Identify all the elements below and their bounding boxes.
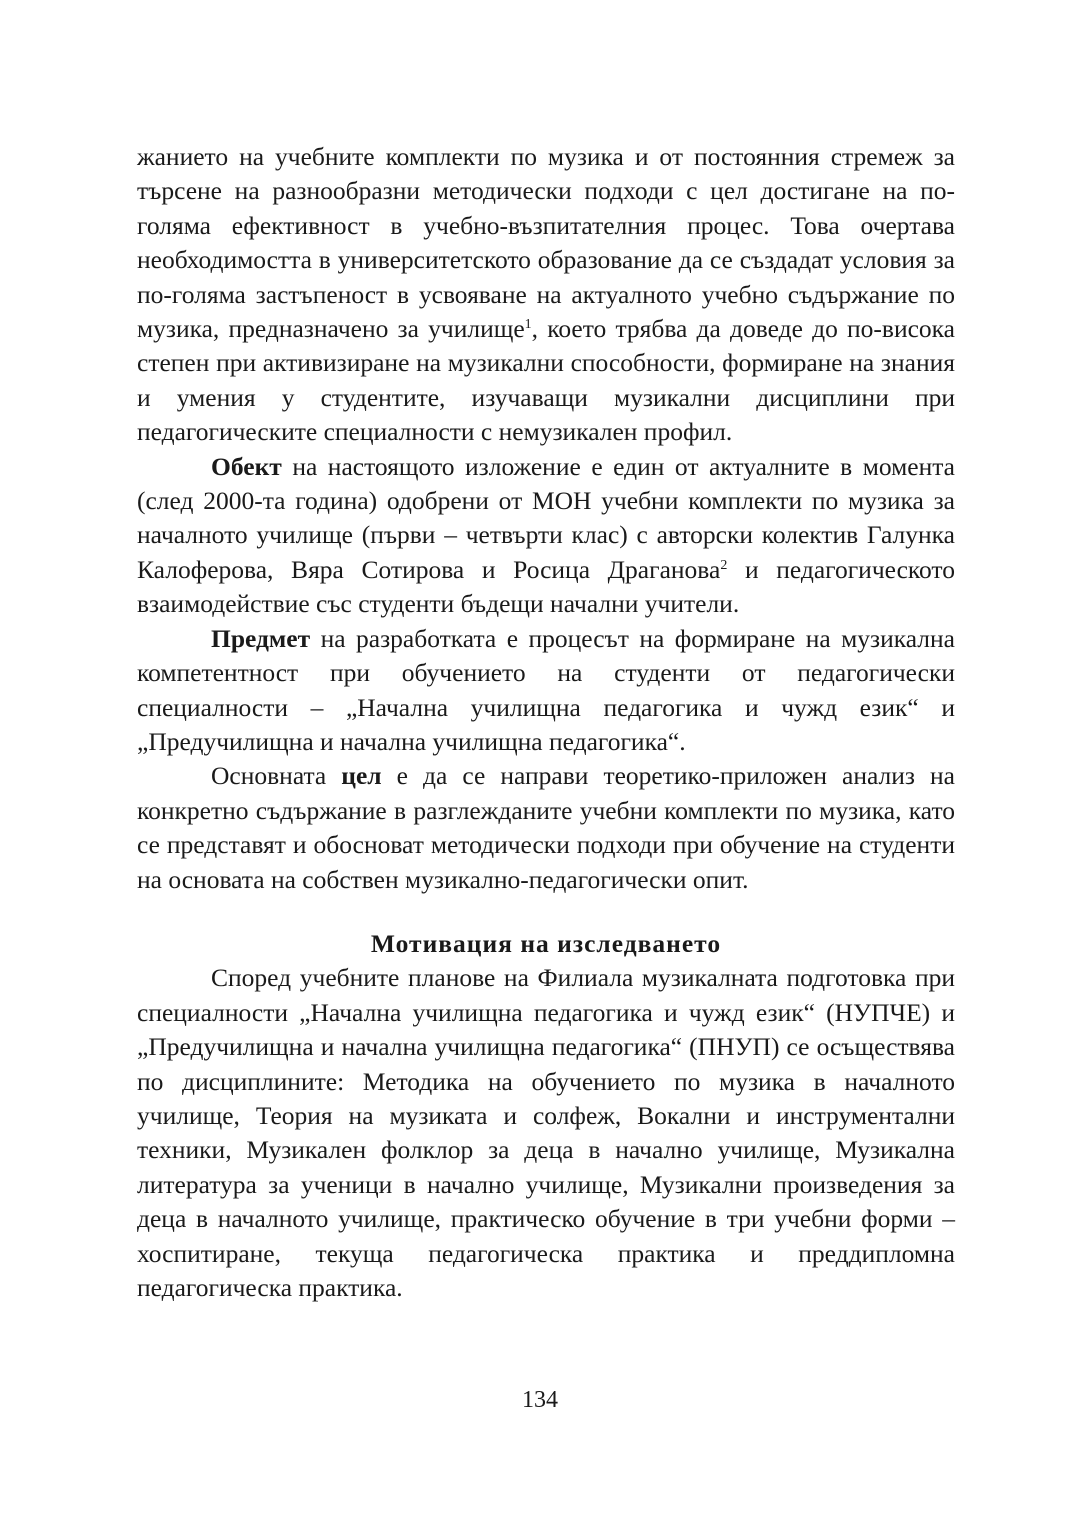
paragraph-1-text-after: , което трябва да доведе до по-висока степен при активизиране на музикални способности, формиране на знания и умения у студентите, изучаващи музикални дисциплини при педагогическите специалности с немузикален профил. xyxy=(137,314,955,447)
paragraph-intro-continued xyxy=(137,140,955,450)
paragraph-goal-text-before: Основната xyxy=(211,761,342,791)
paragraph-motivation-text: Според учебните планове на Филиала музикалната подготовка при специалности „Начална училищна педагогика и чужд език“ (НУПЧЕ) и „Предучилищна и начална училищна педагогика“ (ПНУП) се осъществява по дисциплините: Методика на обучението по музика в началното училище, Теория на музиката и солфеж, Вокални и инструментални техники, Музикален фолклор за деца в начално училище, Музикална литература за ученици в начално училище, Музикални произведения за деца в началното училище, практическо обучение в три учебни форми – хоспитиране, текуща педагогическа практика и преддипломна педагогическа практика. xyxy=(137,963,955,1302)
section-heading: Мотивация на изследването xyxy=(370,928,722,958)
paragraph-subject-text: на разработката е процесът на формиране на музикална компетентност при обучението на студенти от педагогически специалности – „Начална училищна педагогика и чужд език“ и „Предучилищна и начална училищна педагогика“. xyxy=(137,623,955,756)
page-body xyxy=(137,140,955,1305)
paragraph-object xyxy=(137,450,955,622)
paragraph-goal xyxy=(137,759,955,897)
footnote-ref-1[interactable]: 1 xyxy=(524,317,532,333)
paragraph-subject xyxy=(137,622,955,760)
footnote-ref-2[interactable]: 2 xyxy=(720,557,728,573)
goal-label: цел xyxy=(341,761,382,791)
paragraph-goal-text: е да се направи теоретико-приложен анализ на конкретно съдържание в разглежданите учебни комплекти по музика, като се представят и обосноват методически подходи при обучение на студенти на основата на собствен музикално-педагогически опит. xyxy=(137,761,955,894)
paragraph-1-text: жанието на учебните комплекти по музика и от постоянния стремеж за търсене на разнообразни методически подходи с цел достигане на по-голяма ефективност в учебно-възпитателния процес. Това очертава необходимостта в университетското образование да се създадат условия за по-голяма застъпеност в усвояване на актуалното учебно съдържание по музика, предназначено за училище xyxy=(137,142,955,344)
subject-label: Предмет xyxy=(211,623,311,653)
paragraph-object-text-after: и педагогическото взаимодействие със студенти бъдещи начални учители. xyxy=(137,554,955,619)
object-label: Обект xyxy=(211,451,282,481)
page-number: 134 xyxy=(522,1387,558,1413)
paragraph-object-text: на настоящото изложение е един от актуалните в момента (след 2000-та година) одобрени от МОН учебни комплекти по музика за началното училище (първи – четвърти клас) с авторски колектив Галунка Калоферова, Вяра Сотирова и Росица Драганова xyxy=(137,451,955,584)
paragraph-motivation xyxy=(137,961,955,1305)
